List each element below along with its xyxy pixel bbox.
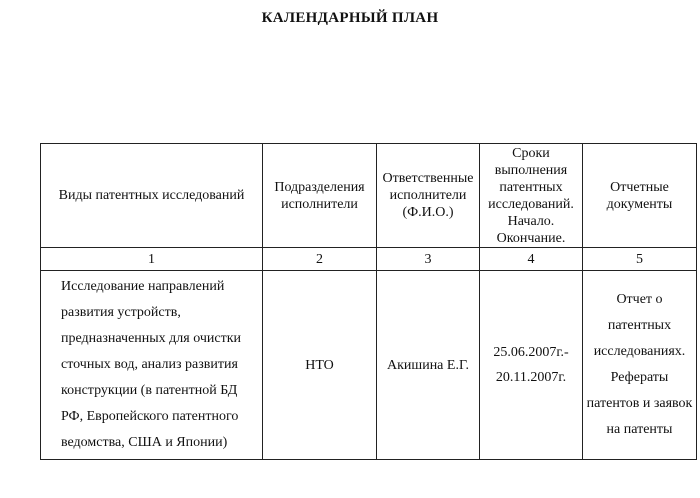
column-number: 1 <box>41 248 263 271</box>
cell-research-type: Исследование направлений развития устройств, предназначенных для очистки сточных вод, анализ развития конструкции (в патентной БД РФ, Европейского патентного ведомства, США и Японии) <box>41 271 263 460</box>
column-number: 3 <box>377 248 480 271</box>
table-header-row <box>41 144 697 248</box>
cell-documents: Отчет о патентных исследованиях. Рефераты патентов и заявок на патенты <box>583 271 697 460</box>
column-number: 4 <box>480 248 583 271</box>
table-row <box>41 271 697 460</box>
column-number-row <box>41 248 697 271</box>
cell-department: НТО <box>263 271 377 460</box>
header-deadlines: Сроки выполнения патентных исследований. Начало. Окончание. <box>480 144 583 248</box>
column-number: 2 <box>263 248 377 271</box>
header-research-types: Виды патентных исследований <box>41 144 263 248</box>
header-documents: Отчетные документы <box>583 144 697 248</box>
calendar-plan-table <box>40 143 697 460</box>
cell-responsible: Акишина Е.Г. <box>377 271 480 460</box>
column-number: 5 <box>583 248 697 271</box>
cell-dates: 25.06.2007г.- 20.11.2007г. <box>480 271 583 460</box>
header-departments: Подразделения исполнители <box>263 144 377 248</box>
document-title: КАЛЕНДАРНЫЙ ПЛАН <box>261 10 439 26</box>
header-responsible: Ответственные исполнители (Ф.И.О.) <box>377 144 480 248</box>
